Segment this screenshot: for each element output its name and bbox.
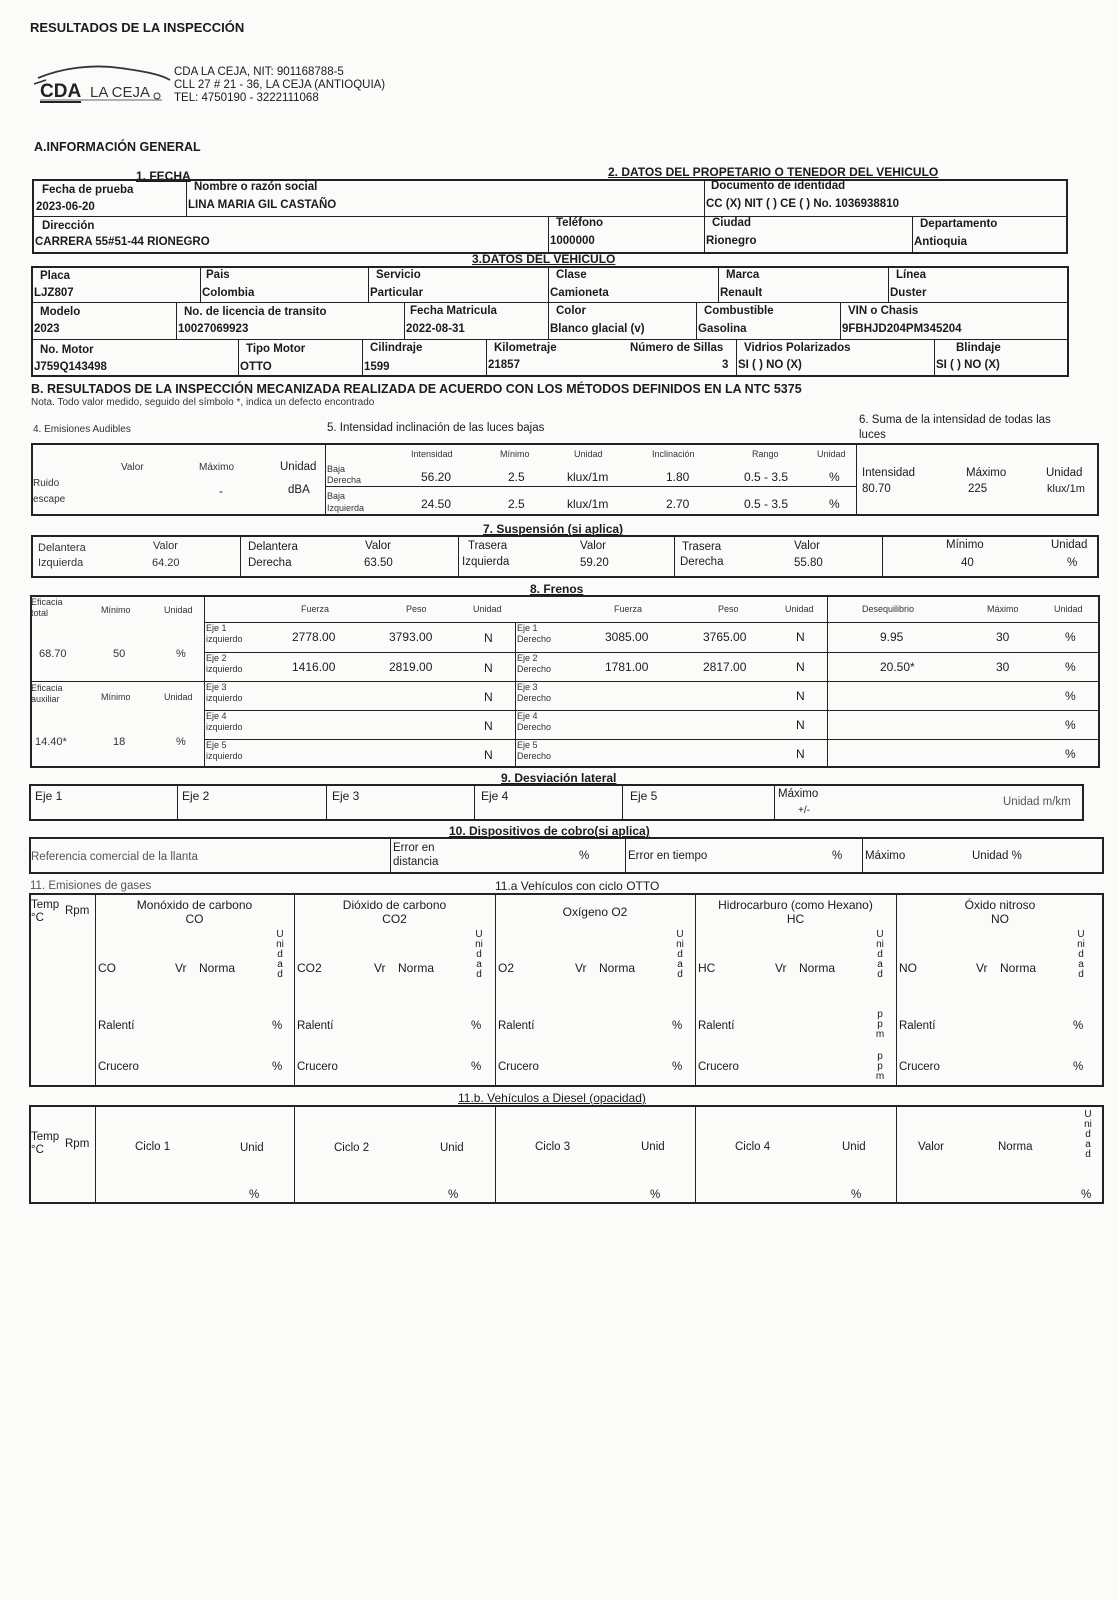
gas-vr-label: Vr [175, 961, 187, 975]
gas-ralenti-unit: % [672, 1020, 683, 1032]
eje-izq-label: Eje 2 [206, 653, 227, 663]
section-2-title: 2. DATOS DEL PROPETARIO O TENEDOR DEL VEHICULO [608, 165, 939, 179]
eje-der-label: Eje 4 [517, 711, 538, 721]
luces-minimo-header: Mínimo [500, 449, 530, 459]
diesel-temp-unit: °C [31, 1144, 44, 1156]
eje-der-label: Eje 2 [517, 653, 538, 663]
gas-norma-label: Norma [599, 961, 636, 975]
desv-eje3-label: Eje 3 [332, 789, 360, 803]
gas-unidad-vertical: Unidad [676, 929, 684, 980]
gas-symbol: CO [185, 912, 204, 926]
marca-label: Marca [726, 269, 760, 281]
susp-dd-valor-label: Valor [365, 540, 391, 552]
unidad-der-value: N [796, 660, 805, 674]
suma-intensidad-label: Intensidad [862, 467, 916, 479]
unidad-der-value: N [796, 630, 805, 644]
gas-norma-label: Norma [1000, 961, 1037, 975]
color-label: Color [556, 305, 587, 317]
susp-unidad-label: Unidad [1051, 539, 1088, 551]
company-phone: TEL: 4750190 - 3222111068 [174, 92, 319, 104]
diesel-ciclo1-unid: Unid [240, 1142, 264, 1154]
gas-symbol: HC [786, 912, 805, 926]
section-11-title: 11. Emisiones de gases [30, 880, 152, 892]
gas-vr-label: Vr [575, 961, 587, 975]
diesel-ciclo2-label: Ciclo 2 [334, 1142, 370, 1154]
eje-der-label: Eje 1 [517, 623, 538, 633]
linea-value: Duster [890, 287, 927, 299]
eje-izq-label: Eje 5 [206, 740, 227, 750]
eje-izq-side: izquierdo [206, 722, 243, 732]
ciudad-label: Ciudad [712, 217, 751, 229]
susp-ti-label: Trasera [468, 540, 508, 552]
diesel-ciclo2-pct: % [448, 1189, 459, 1201]
motor-value: J759Q143498 [34, 361, 107, 373]
luces-table [31, 443, 1099, 516]
documento-label: Documento de identidad [711, 180, 846, 192]
desq-maximo-value: 30 [996, 660, 1010, 674]
modelo-value: 2023 [34, 323, 60, 335]
gas-crucero-unit: ppm [875, 1051, 885, 1082]
gas-crucero-unit: % [672, 1061, 683, 1073]
gas-crucero-label: Crucero [899, 1061, 940, 1073]
kilometraje-value: 21857 [488, 359, 520, 371]
fuerza-der-value: 3085.00 [605, 630, 649, 644]
luces-row2-label-2: Izquierda [327, 503, 365, 513]
servicio-label: Servicio [376, 269, 421, 281]
cobro-tiempo-pct: % [832, 850, 843, 862]
blindaje-value: SI ( ) NO (X) [936, 359, 1000, 371]
unidad-der-value: N [796, 718, 805, 732]
gas-vr-label: Vr [775, 961, 787, 975]
logo-main-text: CDA [40, 81, 82, 102]
peso-izq-header: Peso [406, 604, 427, 614]
desv-eje1-label: Eje 1 [35, 789, 63, 803]
cobro-error-tiempo-label: Error en tiempo [628, 850, 708, 862]
luces-row2-label: Baja [327, 491, 346, 501]
susp-ti-label-2: Izquierda [462, 556, 510, 568]
eficacia-aux-label-2: auxiliar [31, 694, 60, 704]
eje-izq-side: izquierdo [206, 664, 243, 674]
section-8-title: 8. Frenos [530, 582, 584, 596]
eficacia-unidad-value: % [176, 648, 186, 660]
eje-izq-side: izquierdo [206, 634, 243, 644]
luces-row1-label-2: Derecha [327, 475, 362, 485]
susp-td-label: Trasera [682, 541, 722, 553]
susp-di-label-2: Izquierda [38, 557, 84, 569]
eje-izq-label: Eje 4 [206, 711, 227, 721]
servicio-value: Particular [370, 287, 424, 299]
luces-r1-minimo: 2.5 [508, 470, 525, 484]
diesel-ciclo1-pct: % [249, 1189, 260, 1201]
gas-label: NO [899, 961, 917, 975]
eficacia-total-label: Eficacia [31, 597, 63, 607]
luces-r2-unidad: klux/1m [567, 497, 609, 511]
luces-r1-unidad2: % [829, 470, 840, 484]
gas-ralenti-label: Ralentí [498, 1020, 535, 1032]
blindaje-label: Blindaje [956, 342, 1001, 354]
desequilibrio-value: 9.95 [880, 630, 904, 644]
diesel-ciclo3-unid: Unid [641, 1141, 665, 1153]
eje-der-side: Derecho [517, 634, 552, 644]
diesel-ciclo3-label: Ciclo 3 [535, 1141, 571, 1153]
linea-label: Línea [896, 269, 927, 281]
gas-symbol: NO [991, 912, 1009, 926]
section-1-title: 1. FECHA [136, 169, 191, 183]
ruido-valor-header: Valor [121, 462, 144, 473]
eje-der-side: Derecho [517, 664, 552, 674]
fecha-matricula-value: 2022-08-31 [406, 323, 465, 335]
gas-unidad-vertical: Unidad [475, 929, 483, 980]
section-b-title: B. RESULTADOS DE LA INSPECCIÓN MECANIZADA REALIZADA DE ACUERDO CON LOS MÉTODOS DEFINIDOS EN LA NTC 5375 [31, 382, 802, 396]
color-value: Blanco glacial (v) [550, 323, 645, 335]
desv-eje5-label: Eje 5 [630, 789, 658, 803]
gas-crucero-label: Crucero [698, 1061, 739, 1073]
vehicle-table [31, 266, 1069, 377]
aux-unidad-value: % [176, 736, 186, 748]
gas-label: HC [698, 961, 716, 975]
ruido-maximo-value: - [219, 484, 223, 498]
fuerza-izq-value: 2778.00 [292, 630, 336, 644]
combustible-value: Gasolina [698, 323, 747, 335]
luces-r1-inclinacion: 1.80 [666, 470, 690, 484]
desv-eje2-label: Eje 2 [182, 789, 210, 803]
diesel-table [29, 1105, 1104, 1204]
eje-der-side: Derecho [517, 722, 552, 732]
eje-der-label: Eje 3 [517, 682, 538, 692]
susp-minimo-value: 40 [961, 557, 974, 569]
susp-ti-value: 59.20 [580, 557, 609, 569]
gas-ralenti-label: Ralentí [698, 1020, 735, 1032]
fuerza-der-header: Fuerza [614, 604, 643, 614]
gas-ralenti-label: Ralentí [98, 1020, 135, 1032]
clase-value: Camioneta [550, 287, 609, 299]
marca-value: Renault [720, 287, 763, 299]
gas-unidad-vertical: Unidad [1077, 929, 1085, 980]
gas-norma-label: Norma [799, 961, 836, 975]
section-11b-title: 11.b. Vehículos a Diesel (opacidad) [458, 1091, 646, 1105]
desq-maximo-header: Máximo [987, 604, 1019, 614]
gas-ralenti-label: Ralentí [297, 1020, 334, 1032]
aux-minimo-value: 18 [113, 736, 126, 748]
unidad-der-value: N [796, 689, 805, 703]
gas-ralenti-unit: % [272, 1020, 283, 1032]
unidad-der-value: N [796, 747, 805, 761]
luces-r1-intensidad: 56.20 [421, 470, 452, 484]
gas-ralenti-unit: % [1073, 1020, 1084, 1032]
tipo-motor-value: OTTO [240, 361, 272, 373]
suma-maximo-label: Máximo [966, 467, 1007, 479]
section-9-title: 9. Desviación lateral [501, 771, 617, 785]
gas-title: Hidrocarburo (como Hexano) [718, 898, 873, 912]
nota-text: Nota. Todo valor medido, seguido del símbolo *, indica un defecto encontrado [31, 397, 375, 408]
susp-td-value: 55.80 [794, 557, 823, 569]
eje-izq-side: izquierdo [206, 693, 243, 703]
desq-unidad-value: % [1065, 630, 1076, 644]
vin-label: VIN o Chasis [848, 305, 919, 317]
fecha-matricula-label: Fecha Matricula [410, 305, 497, 317]
gas-ralenti-unit: ppm [875, 1009, 885, 1040]
luces-r2-inclinacion: 2.70 [666, 497, 690, 511]
placa-value: LJZ807 [34, 287, 74, 299]
unidad-izq-header: Unidad [473, 604, 502, 614]
unidad-der-header: Unidad [785, 604, 814, 614]
eje-izq-label: Eje 1 [206, 623, 227, 633]
gas-title: Monóxido de carbono [136, 898, 253, 912]
diesel-ciclo2-unid: Unid [440, 1142, 464, 1154]
desv-plusminus: +/- [798, 805, 810, 816]
nombre-value: LINA MARIA GIL CASTAÑO [188, 199, 337, 211]
desequilibrio-value: 20.50* [880, 660, 915, 674]
gas-unidad-vertical: Unidad [876, 929, 884, 980]
gas-title: Oxígeno O2 [562, 905, 628, 919]
direccion-label: Dirección [42, 220, 95, 232]
suma-unidad-label: Unidad [1046, 467, 1083, 479]
diesel-rpm-label: Rpm [65, 1138, 90, 1150]
diesel-ciclo1-label: Ciclo 1 [135, 1141, 171, 1153]
company-address: CLL 27 # 21 - 36, LA CEJA (ANTIOQUIA) [174, 79, 386, 91]
gas-crucero-unit: % [1073, 1061, 1084, 1073]
ciudad-value: Rionegro [706, 235, 757, 247]
luces-row1-label: Baja [327, 464, 346, 474]
eficacia-minimo-value: 50 [113, 648, 126, 660]
gas-label: O2 [498, 961, 515, 975]
susp-ti-valor-label: Valor [580, 540, 606, 552]
otto-rpm-label: Rpm [65, 905, 90, 917]
direccion-value: CARRERA 55#51-44 RIONEGRO [35, 236, 210, 248]
gas-crucero-unit: % [272, 1061, 283, 1073]
susp-di-label: Delantera [38, 542, 86, 554]
desequilibrio-header: Desequilibrio [862, 604, 915, 614]
sillas-value: 3 [722, 359, 729, 371]
susp-td-valor-label: Valor [794, 540, 820, 552]
telefono-label: Teléfono [556, 217, 604, 229]
fecha-prueba-value: 2023-06-20 [36, 201, 95, 213]
gas-unidad-vertical: Unidad [276, 929, 284, 980]
telefono-value: 1000000 [550, 235, 595, 247]
luces-inclinacion-header: Inclinación [652, 449, 695, 459]
aux-minimo-header: Mínimo [101, 692, 131, 702]
cobro-error-distancia-label-2: distancia [393, 856, 439, 868]
section-6-title: 6. Suma de la intensidad de todas las [859, 414, 1051, 426]
vidrios-value: SI ( ) NO (X) [738, 359, 802, 371]
gas-title: Dióxido de carbono [342, 898, 447, 912]
licencia-value: 10027069923 [178, 323, 249, 335]
eje-der-side: Derecho [517, 693, 552, 703]
gas-crucero-label: Crucero [297, 1061, 338, 1073]
ruido-unidad-value: dBA [288, 484, 310, 496]
gas-label: CO2 [297, 961, 322, 975]
clase-label: Clase [556, 269, 587, 281]
section-6-title-2: luces [859, 429, 886, 441]
suma-maximo-value: 225 [968, 483, 988, 495]
section-a-title: A.INFORMACIÓN GENERAL [34, 140, 201, 154]
cobro-distancia-pct: % [579, 850, 590, 862]
section-5-title: 5. Intensidad inclinación de las luces bajas [327, 422, 545, 434]
gas-ralenti-label: Ralentí [899, 1020, 936, 1032]
eje-izq-label: Eje 3 [206, 682, 227, 692]
susp-di-value: 64.20 [152, 557, 180, 569]
susp-td-label-2: Derecha [680, 556, 724, 568]
pais-value: Colombia [202, 287, 255, 299]
gas-symbol: CO2 [382, 912, 407, 926]
eficacia-total-label-2: total [31, 608, 49, 618]
susp-dd-label-2: Derecha [248, 557, 292, 569]
susp-di-valor-label: Valor [153, 540, 178, 552]
diesel-ciclo4-label: Ciclo 4 [735, 1141, 771, 1153]
fuerza-der-value: 1781.00 [605, 660, 649, 674]
gas-crucero-label: Crucero [498, 1061, 539, 1073]
section-3-title: 3.DATOS DEL VEHICULO [472, 252, 616, 266]
peso-der-header: Peso [718, 604, 739, 614]
cilindraje-label: Cilindraje [370, 342, 423, 354]
eficacia-total-value: 68.70 [39, 648, 67, 660]
cobro-referencia-label: Referencia comercial de la llanta [31, 851, 198, 863]
sillas-label: Número de Sillas [630, 342, 724, 354]
logo-sub-text: LA CEJA [90, 84, 151, 101]
peso-der-value: 3765.00 [703, 630, 747, 644]
luces-rango-header: Rango [752, 449, 779, 459]
luces-r1-unidad: klux/1m [567, 470, 609, 484]
section-10-title: 10. Dispositivos de cobro(si aplica) [449, 824, 650, 838]
licencia-label: No. de licencia de transito [184, 306, 327, 318]
cobro-error-distancia-label: Error en [393, 842, 435, 854]
luces-unidad-header: Unidad [574, 449, 603, 459]
fuerza-izq-header: Fuerza [301, 604, 330, 614]
gas-label: CO [98, 961, 116, 975]
eje-der-side: Derecho [517, 751, 552, 761]
peso-der-value: 2817.00 [703, 660, 747, 674]
cobro-unidad-label: Unidad % [972, 850, 1022, 862]
desv-maximo-label: Máximo [778, 788, 819, 800]
desq-unidad-header: Unidad [1054, 604, 1083, 614]
diesel-unidad-vertical: Unidad [1084, 1109, 1092, 1160]
otto-temp-unit: °C [31, 912, 44, 924]
gas-vr-label: Vr [374, 961, 386, 975]
suma-unidad-value: klux/1m [1047, 483, 1085, 495]
diesel-ciclo4-pct: % [851, 1189, 862, 1201]
fecha-prueba-label: Fecha de prueba [42, 184, 134, 196]
ruido-label-2: escape [33, 494, 66, 505]
placa-label: Placa [40, 270, 71, 282]
nombre-label: Nombre o razón social [194, 181, 318, 193]
gas-norma-label: Norma [398, 961, 435, 975]
page-title: RESULTADOS DE LA INSPECCIÓN [30, 20, 245, 35]
pais-label: Pais [206, 269, 230, 281]
luces-unidad2-header: Unidad [817, 449, 846, 459]
diesel-unidad-pct: % [1081, 1189, 1092, 1201]
desq-maximo-value: 30 [996, 630, 1010, 644]
eficacia-unidad-header: Unidad [164, 605, 193, 615]
luces-r1-rango: 0.5 - 3.5 [744, 470, 789, 484]
otto-temp-label: Temp [31, 899, 60, 911]
diesel-temp-label: Temp [31, 1131, 60, 1143]
unidad-izq-value: N [484, 748, 493, 762]
aux-unidad-header: Unidad [164, 692, 193, 702]
unidad-izq-value: N [484, 690, 493, 704]
suma-intensidad-value: 80.70 [862, 483, 891, 495]
gas-norma-label: Norma [199, 961, 236, 975]
motor-label: No. Motor [40, 344, 94, 356]
section-7-title: 7. Suspensión (si aplica) [483, 522, 624, 536]
diesel-valor-label: Valor [918, 1141, 944, 1153]
luces-r2-minimo: 2.5 [508, 497, 525, 511]
gas-ralenti-unit: % [471, 1020, 482, 1032]
vin-value: 9FBHJD204PM345204 [842, 323, 962, 335]
diesel-ciclo4-unid: Unid [842, 1141, 866, 1153]
peso-izq-value: 3793.00 [389, 630, 433, 644]
luces-intensidad-header: Intensidad [411, 449, 453, 459]
susp-dd-value: 63.50 [364, 557, 393, 569]
unidad-izq-value: N [484, 631, 493, 645]
desv-unidad-label: Unidad m/km [1003, 796, 1071, 808]
combustible-label: Combustible [704, 305, 774, 317]
company-logo [32, 60, 172, 108]
desq-unidad-value: % [1065, 747, 1076, 761]
gas-crucero-unit: % [471, 1061, 482, 1073]
departamento-value: Antioquia [914, 236, 968, 248]
unidad-izq-value: N [484, 661, 493, 675]
desq-unidad-value: % [1065, 689, 1076, 703]
diesel-ciclo3-pct: % [650, 1189, 661, 1201]
gas-title: Óxido nitroso [964, 898, 1036, 912]
ruido-maximo-header: Máximo [199, 462, 235, 473]
unidad-izq-value: N [484, 719, 493, 733]
diesel-norma-label: Norma [998, 1141, 1033, 1153]
vidrios-label: Vidrios Polarizados [744, 342, 851, 354]
fuerza-izq-value: 1416.00 [292, 660, 336, 674]
section-11a-title: 11.a Vehículos con ciclo OTTO [495, 879, 660, 893]
company-name: CDA LA CEJA, NIT: 901168788-5 [174, 66, 344, 78]
section-4-title: 4. Emisiones Audibles [33, 424, 131, 435]
luces-r2-unidad2: % [829, 497, 840, 511]
tipo-motor-label: Tipo Motor [246, 343, 306, 355]
departamento-label: Departamento [920, 218, 998, 230]
cilindraje-value: 1599 [364, 361, 390, 373]
desq-unidad-value: % [1065, 718, 1076, 732]
susp-minimo-label: Mínimo [946, 539, 984, 551]
luces-r2-intensidad: 24.50 [421, 497, 452, 511]
suspension-table [31, 535, 1099, 578]
gas-vr-label: Vr [976, 961, 988, 975]
cobro-maximo-label: Máximo [865, 850, 906, 862]
susp-unidad-value: % [1067, 557, 1078, 569]
kilometraje-label: Kilometraje [494, 342, 557, 354]
peso-izq-value: 2819.00 [389, 660, 433, 674]
eficacia-minimo-header: Mínimo [101, 605, 131, 615]
documento-value: CC (X) NIT ( ) CE ( ) No. 1036938810 [706, 198, 899, 210]
susp-dd-label: Delantera [248, 541, 298, 553]
eficacia-aux-label: Eficacia [31, 683, 63, 693]
desv-eje4-label: Eje 4 [481, 789, 509, 803]
eje-izq-side: izquierdo [206, 751, 243, 761]
ruido-label: Ruido [33, 478, 60, 489]
gas-crucero-label: Crucero [98, 1061, 139, 1073]
eficacia-aux-value: 14.40* [35, 736, 67, 748]
ruido-unidad-header: Unidad [280, 461, 317, 473]
desq-unidad-value: % [1065, 660, 1076, 674]
modelo-label: Modelo [40, 306, 81, 318]
luces-r2-rango: 0.5 - 3.5 [744, 497, 789, 511]
eje-der-label: Eje 5 [517, 740, 538, 750]
